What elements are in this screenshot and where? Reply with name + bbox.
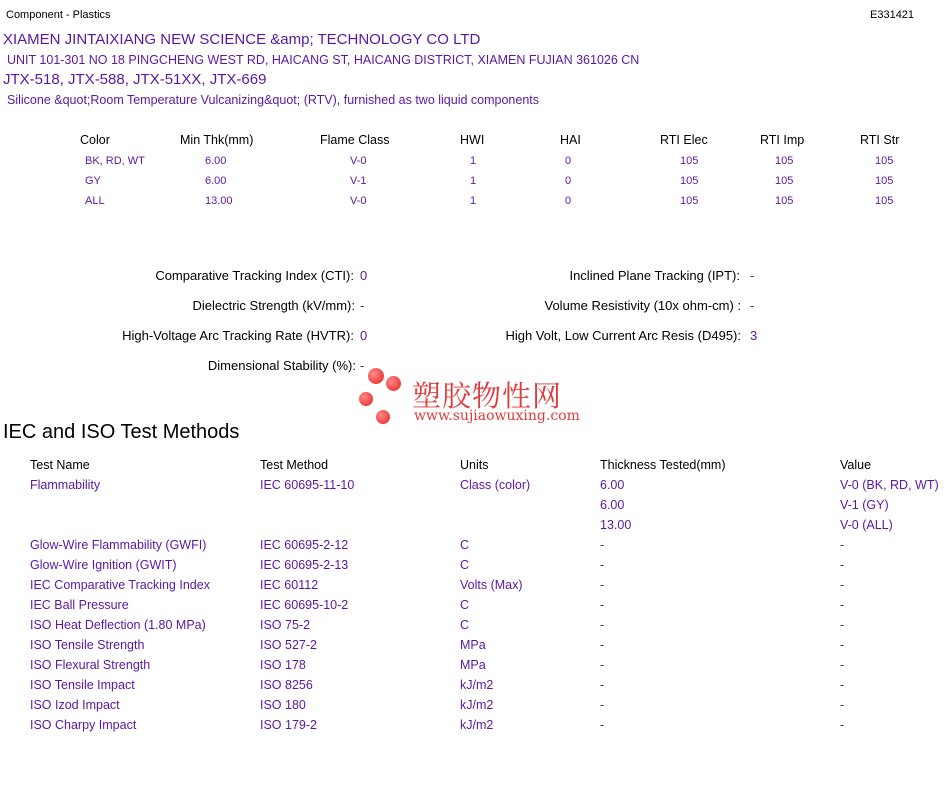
iso-cell: Class (color): [460, 478, 531, 492]
section-title: IEC and ISO Test Methods: [3, 421, 240, 443]
watermark-dot: [368, 368, 384, 384]
iso-header-value: Value: [840, 458, 872, 472]
iso-cell: -: [840, 598, 845, 612]
ratings-header-rti-str: RTI Str: [860, 133, 900, 147]
iso-cell: C: [460, 558, 470, 572]
ratings-cell: V-1: [350, 175, 367, 187]
dimensional-stability-label: Dimensional Stability (%):: [207, 358, 356, 373]
ratings-cell: 105: [680, 175, 699, 187]
product-description: Silicone &quot;Room Temperature Vulcanizing&quot; (RTV), furnished as two liquid components: [7, 93, 539, 107]
iso-cell: ISO 8256: [260, 678, 313, 692]
ipt-label: Inclined Plane Tracking (IPT):: [569, 268, 740, 283]
product-list: JTX-518, JTX-588, JTX-51XX, JTX-669: [3, 71, 267, 88]
iso-header-units: Units: [460, 458, 489, 472]
company-name: XIAMEN JINTAIXIANG NEW SCIENCE &amp; TECHNOLOGY CO LTD: [3, 31, 481, 48]
watermark-logo: [356, 366, 596, 430]
iso-cell: -: [600, 718, 605, 732]
iso-cell: -: [840, 678, 845, 692]
cti-value: 0: [360, 268, 368, 283]
iso-cell: -: [840, 698, 845, 712]
cti-label: Comparative Tracking Index (CTI):: [155, 268, 354, 283]
iso-cell: -: [600, 618, 605, 632]
watermark-dot: [376, 410, 390, 424]
iso-cell: MPa: [460, 658, 486, 672]
company-address: UNIT 101-301 NO 18 PINGCHENG WEST RD, HAICANG ST, HAICANG DISTRICT, XIAMEN FUJIAN 361026 CN: [7, 53, 640, 67]
document-category: Component - Plastics: [6, 9, 111, 21]
dielectric-label: Dielectric Strength (kV/mm):: [192, 298, 355, 313]
iso-cell: -: [840, 658, 845, 672]
iso-cell: Glow-Wire Ignition (GWIT): [30, 558, 177, 572]
watermark-url: www.sujiaowuxing.com: [414, 408, 580, 424]
iso-cell: IEC 60112: [260, 578, 319, 592]
ratings-cell: 105: [875, 175, 894, 187]
ratings-cell: 1: [470, 175, 477, 187]
iso-cell: IEC Comparative Tracking Index: [30, 578, 210, 592]
ratings-cell: ALL: [85, 195, 105, 207]
iso-cell: 6.00: [600, 498, 625, 512]
iso-cell: kJ/m2: [460, 678, 494, 692]
watermark-dot: [359, 392, 373, 406]
volume-resistivity-label: Volume Resistivity (10x ohm-cm) :: [544, 298, 741, 313]
iso-cell: ISO 75-2: [260, 618, 311, 632]
ratings-header-min-thk: Min Thk(mm): [180, 133, 254, 147]
iso-header-test-method: Test Method: [260, 458, 329, 472]
ratings-cell: 1: [470, 155, 477, 167]
ratings-cell: V-0: [350, 155, 367, 167]
ratings-cell: 13.00: [205, 195, 233, 207]
iso-cell: ISO Tensile Impact: [30, 678, 135, 692]
iso-header-thickness: Thickness Tested(mm): [600, 458, 726, 472]
d495-value: 3: [750, 328, 758, 343]
ratings-header-hwi: HWI: [460, 133, 485, 147]
iso-cell: V-0 (ALL): [840, 518, 893, 532]
iso-cell: ISO Izod Impact: [30, 698, 120, 712]
iso-cell: -: [600, 598, 605, 612]
iso-cell: -: [840, 638, 845, 652]
iso-cell: -: [600, 558, 605, 572]
d495-label: High Volt, Low Current Arc Resis (D495):: [505, 328, 741, 343]
hvtr-value: 0: [360, 328, 368, 343]
ratings-cell: 105: [775, 175, 794, 187]
iso-cell: -: [600, 578, 605, 592]
ratings-cell: 105: [775, 155, 794, 167]
iso-cell: IEC 60695-11-10: [260, 478, 355, 492]
ratings-header-rti-elec: RTI Elec: [660, 133, 708, 147]
iso-cell: C: [460, 538, 470, 552]
ratings-header-color: Color: [80, 133, 110, 147]
iso-cell: ISO 178: [260, 658, 306, 672]
iso-cell: ISO 180: [260, 698, 306, 712]
ratings-cell: 105: [875, 155, 894, 167]
ratings-header-rti-imp: RTI Imp: [760, 133, 805, 147]
iso-cell: kJ/m2: [460, 698, 494, 712]
iso-cell: 13.00: [600, 518, 632, 532]
iso-cell: IEC 60695-2-12: [260, 538, 349, 552]
dimensional-stability-value: -: [360, 358, 365, 373]
dielectric-value: -: [360, 298, 365, 313]
ratings-cell: 6.00: [205, 175, 227, 187]
iso-cell: -: [840, 558, 845, 572]
iso-cell: 6.00: [600, 478, 625, 492]
ratings-cell: 1: [470, 195, 477, 207]
ratings-cell: 0: [565, 155, 572, 167]
iso-cell: -: [840, 538, 845, 552]
iso-cell: IEC 60695-2-13: [260, 558, 349, 572]
ratings-cell: V-0: [350, 195, 367, 207]
hvtr-label: High-Voltage Arc Tracking Rate (HVTR):: [122, 328, 354, 343]
ratings-cell: 105: [875, 195, 894, 207]
iso-cell: ISO 179-2: [260, 718, 317, 732]
ratings-cell: BK, RD, WT: [85, 155, 145, 167]
iso-cell: -: [600, 538, 605, 552]
iso-cell: Volts (Max): [460, 578, 523, 592]
iso-cell: IEC Ball Pressure: [30, 598, 129, 612]
iso-cell: Glow-Wire Flammability (GWFI): [30, 538, 207, 552]
watermark-brand: 塑胶物性网: [412, 379, 563, 413]
iso-cell: MPa: [460, 638, 486, 652]
iso-cell: ISO Flexural Strength: [30, 658, 151, 672]
ratings-cell: 105: [680, 155, 699, 167]
ratings-header-flame-class: Flame Class: [320, 133, 390, 147]
ratings-cell: 105: [775, 195, 794, 207]
iso-cell: -: [600, 658, 605, 672]
iso-cell: ISO Charpy Impact: [30, 718, 137, 732]
iso-cell: ISO Tensile Strength: [30, 638, 145, 652]
iso-cell: Flammability: [30, 478, 101, 492]
iso-cell: -: [600, 698, 605, 712]
iso-cell: -: [600, 638, 605, 652]
iso-cell: IEC 60695-10-2: [260, 598, 349, 612]
ratings-cell: 0: [565, 175, 572, 187]
iso-cell: V-0 (BK, RD, WT): [840, 478, 939, 492]
ratings-cell: 6.00: [205, 155, 227, 167]
ratings-cell: 105: [680, 195, 699, 207]
file-number: E331421: [870, 9, 915, 21]
iso-cell: kJ/m2: [460, 718, 494, 732]
iso-cell: -: [840, 578, 845, 592]
ratings-cell: GY: [85, 175, 101, 187]
iso-header-test-name: Test Name: [30, 458, 90, 472]
iso-cell: V-1 (GY): [840, 498, 889, 512]
ipt-value: -: [750, 268, 755, 283]
iso-cell: -: [840, 618, 845, 632]
watermark-dot: [386, 376, 401, 391]
iso-cell: -: [840, 718, 845, 732]
iso-cell: ISO 527-2: [260, 638, 317, 652]
iso-cell: C: [460, 618, 470, 632]
ratings-cell: 0: [565, 195, 572, 207]
iso-cell: -: [600, 678, 605, 692]
volume-resistivity-value: -: [750, 298, 755, 313]
iso-cell: ISO Heat Deflection (1.80 MPa): [30, 618, 206, 632]
iso-cell: C: [460, 598, 470, 612]
ratings-header-hai: HAI: [560, 133, 581, 147]
